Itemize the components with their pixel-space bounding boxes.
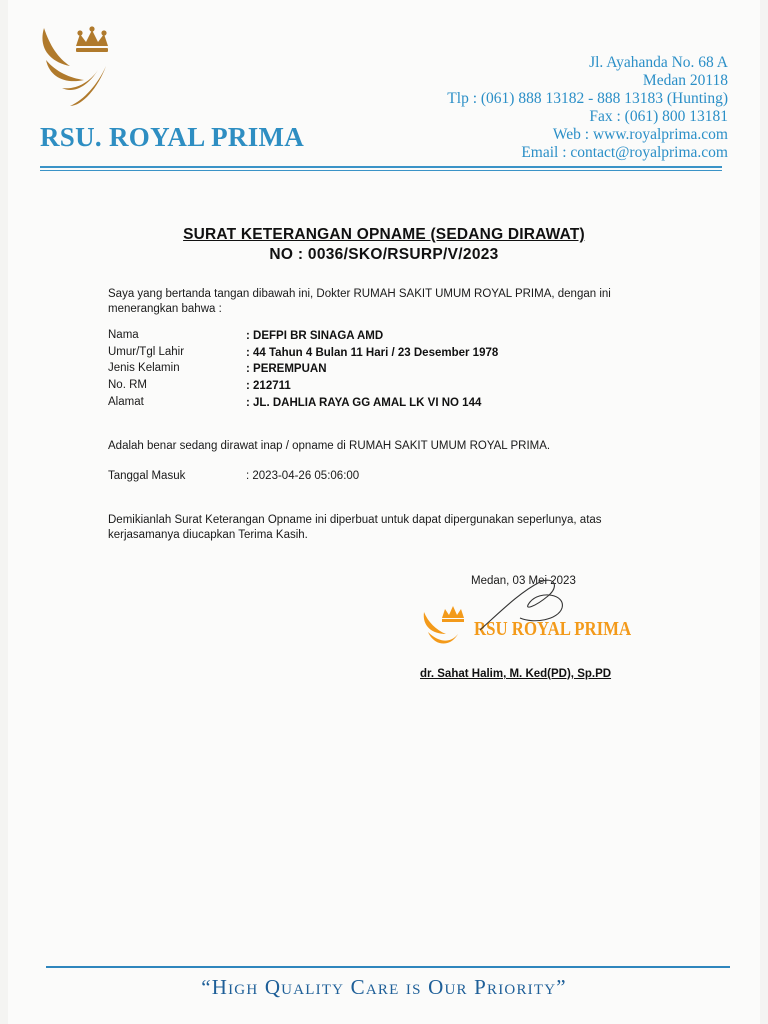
stamp-text: RSU ROYAL PRIMA bbox=[474, 618, 632, 640]
statement-text: Adalah benar sedang dirawat inap / opname di RUMAH SAKIT UMUM ROYAL PRIMA. bbox=[108, 440, 551, 452]
letter-heading bbox=[0, 226, 768, 264]
crown-flame-stamp-icon bbox=[422, 604, 476, 652]
field-value-gender: : PEREMPUAN bbox=[246, 363, 327, 375]
admission-value: : 2023-04-26 05:06:00 bbox=[246, 470, 360, 482]
field-value-address: : JL. DAHLIA RAYA GG AMAL LK VI NO 144 bbox=[246, 397, 482, 409]
closing-line-2: kerjasamanya diucapkan Terima Kasih. bbox=[108, 529, 308, 541]
intro-line-2: menerangkan bahwa : bbox=[108, 303, 222, 315]
field-label-name: Nama bbox=[108, 329, 139, 341]
field-label-rm: No. RM bbox=[108, 379, 147, 391]
field-label-gender: Jenis Kelamin bbox=[108, 362, 180, 374]
signatory-name: dr. Sahat Halim, M. Ked(PD), Sp.PD bbox=[420, 668, 612, 680]
signature-scribble-icon bbox=[470, 572, 590, 642]
contact-block bbox=[447, 54, 728, 162]
hospital-brand-name: RSU. ROYAL PRIMA bbox=[40, 122, 305, 152]
admission-label: Tanggal Masuk bbox=[108, 470, 186, 482]
letter-number: NO : 0036/SKO/RSURP/V/2023 bbox=[269, 246, 499, 263]
closing-line-1: Demikianlah Surat Keterangan Opname ini diperbuat untuk dapat dipergunakan seperlunya, atas bbox=[108, 514, 602, 526]
closing-paragraph bbox=[108, 513, 602, 543]
intro-line-1: Saya yang bertanda tangan dibawah ini, Dokter RUMAH SAKIT UMUM ROYAL PRIMA, dengan ini bbox=[108, 288, 611, 300]
footer-motto: “High Quality Care is Our Priority” bbox=[201, 975, 567, 999]
intro-paragraph bbox=[108, 287, 611, 317]
crown-flame-logo-icon bbox=[40, 26, 126, 110]
field-value-name: : DEFPI BR SINAGA AMD bbox=[246, 330, 384, 342]
field-label-age: Umur/Tgl Lahir bbox=[108, 346, 185, 358]
field-value-rm: : 212711 bbox=[246, 380, 291, 392]
letter-title: SURAT KETERANGAN OPNAME (SEDANG DIRAWAT) bbox=[183, 226, 585, 243]
header-rule-top bbox=[40, 166, 722, 168]
address-line-2: Medan 20118 bbox=[642, 72, 728, 89]
address-line-1: Jl. Ayahanda No. 68 A bbox=[589, 54, 728, 71]
footer-rule bbox=[46, 966, 730, 968]
email-line: Email : contact@royalprima.com bbox=[521, 144, 728, 161]
fax-line: Fax : (061) 800 13181 bbox=[589, 108, 728, 125]
field-label-address: Alamat bbox=[108, 396, 144, 408]
place-date: Medan, 03 Mei 2023 bbox=[471, 575, 576, 587]
field-value-age: : 44 Tahun 4 Bulan 11 Hari / 23 Desember 1978 bbox=[246, 347, 499, 359]
phone-line: Tlp : (061) 888 13182 - 888 13183 (Hunting) bbox=[447, 90, 728, 107]
web-line: Web : www.royalprima.com bbox=[552, 126, 728, 143]
header-rule-bottom bbox=[40, 170, 722, 171]
